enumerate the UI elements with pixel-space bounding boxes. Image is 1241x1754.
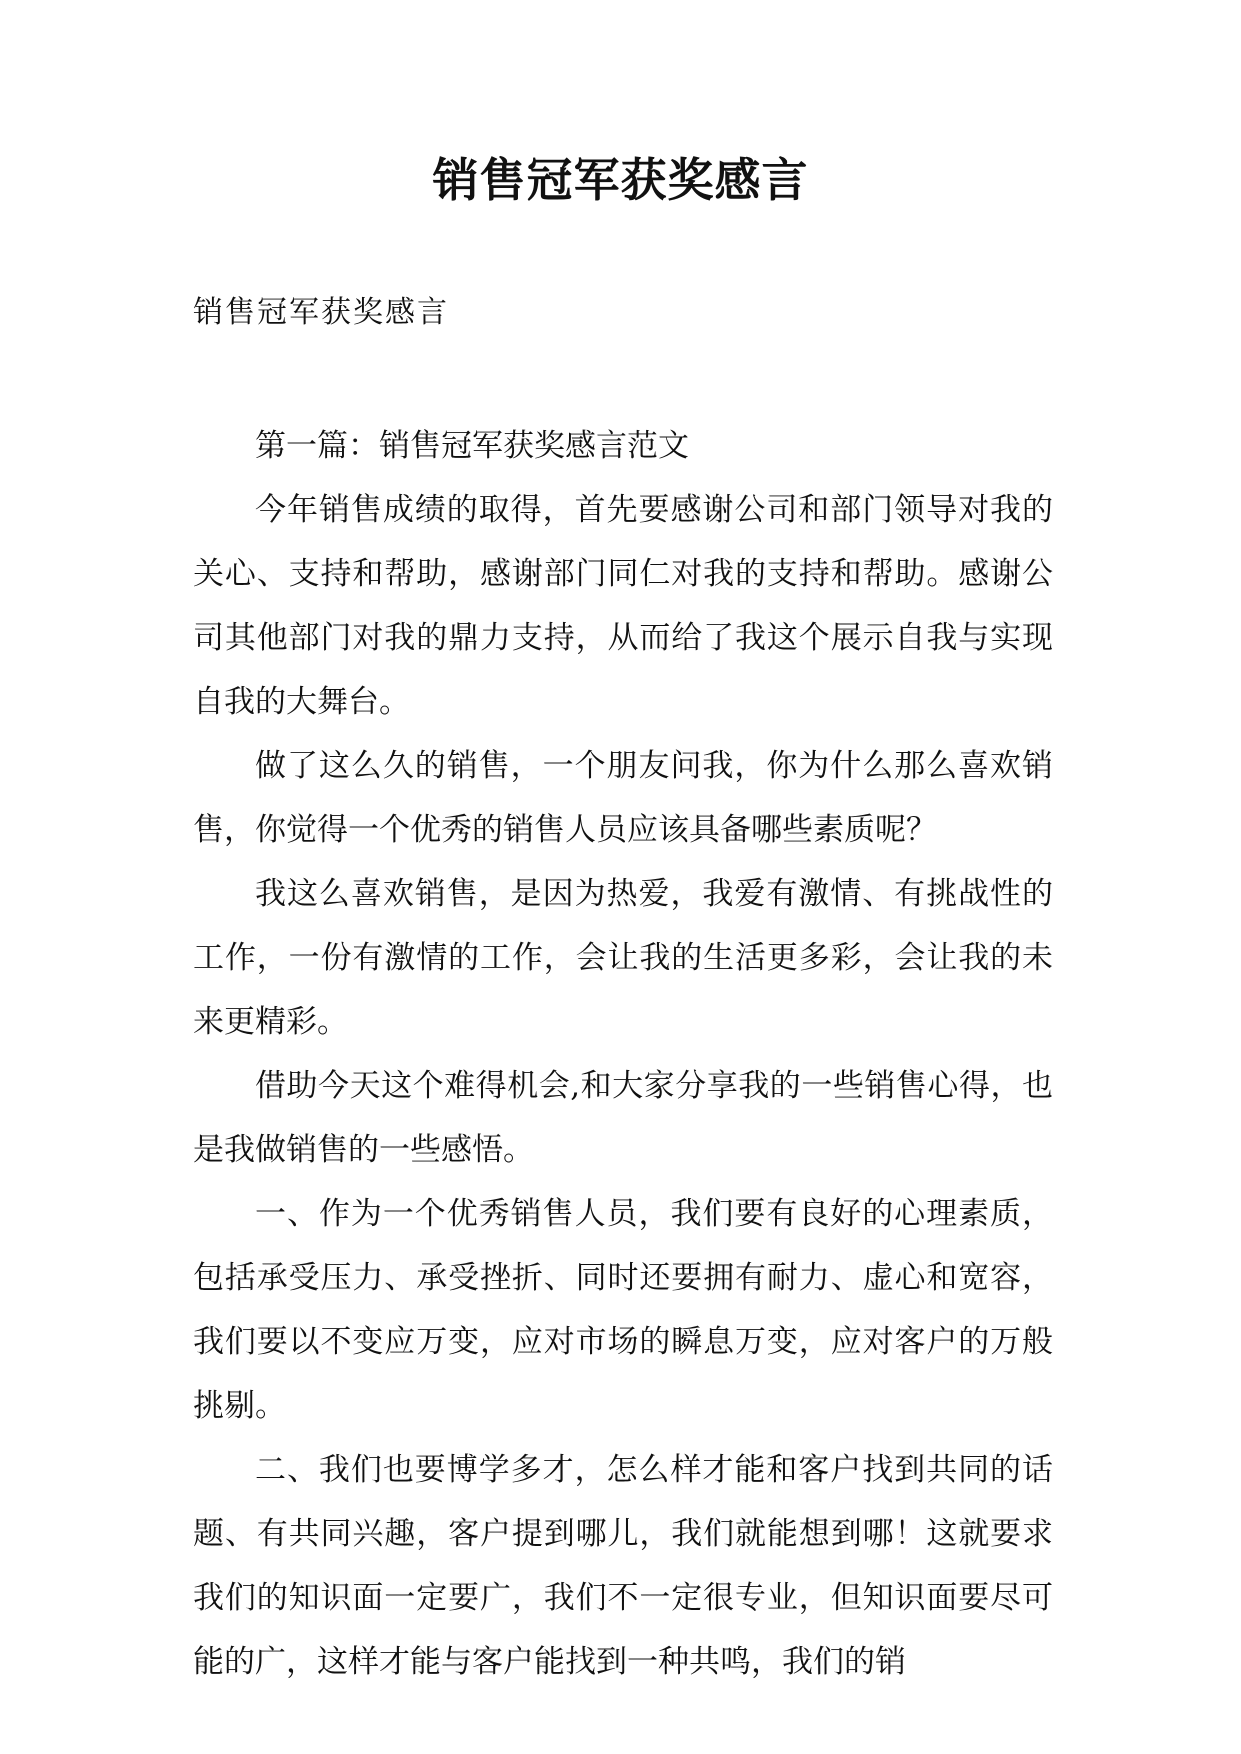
document-subtitle: 销售冠军获奖感言 xyxy=(193,295,449,330)
paragraph: 今年销售成绩的取得，首先要感谢公司和部门领导对我的关心、支持和帮助，感谢部门同仁对我的支持和帮助。感谢公司其他部门对我的鼎力支持，从而给了我这个展示自我与实现自我的大舞台。 xyxy=(193,492,1053,720)
paragraph: 借助今天这个难得机会,和大家分享我的一些销售心得，也是我做销售的一些感悟。 xyxy=(193,1068,1053,1168)
document-body xyxy=(193,414,1053,1694)
page-title: 销售冠军获奖感言 xyxy=(432,153,809,207)
paragraph: 第一篇：销售冠军获奖感言范文 xyxy=(255,428,689,464)
paragraph: 做了这么久的销售，一个朋友问我，你为什么那么喜欢销售，你觉得一个优秀的销售人员应该具备哪些素质呢？ xyxy=(193,748,1053,848)
paragraph: 一、作为一个优秀销售人员，我们要有良好的心理素质，包括承受压力、承受挫折、同时还要拥有耐力、虚心和宽容，我们要以不变应万变，应对市场的瞬息万变，应对客户的万般挑剔。 xyxy=(193,1196,1053,1424)
paragraph: 我这么喜欢销售，是因为热爱，我爱有激情、有挑战性的工作，一份有激情的工作，会让我的生活更多彩，会让我的未来更精彩。 xyxy=(193,876,1053,1040)
paragraph: 二、我们也要博学多才，怎么样才能和客户找到共同的话题、有共同兴趣，客户提到哪儿，我们就能想到哪！这就要求我们的知识面一定要广，我们不一定很专业，但知识面要尽可能的广，这样才能与客户能找到一种共鸣，我们的销 xyxy=(193,1452,1053,1680)
